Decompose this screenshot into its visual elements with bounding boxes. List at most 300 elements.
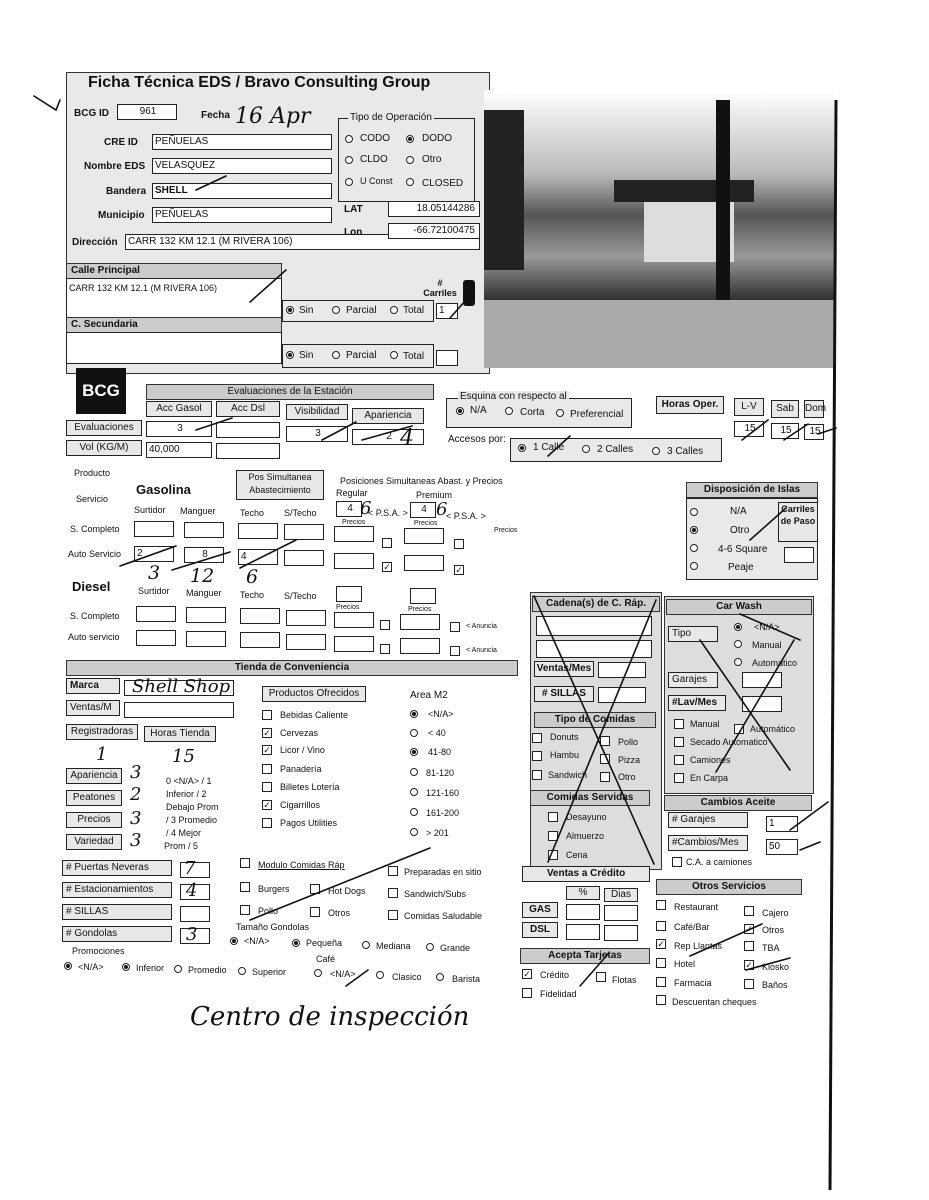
otro-comida-check[interactable] xyxy=(600,772,610,782)
gas-sc-techo[interactable] xyxy=(238,523,278,539)
cheques-label: Descuentan cheques xyxy=(672,997,757,1007)
credito-gas-pct[interactable] xyxy=(566,904,600,920)
sillas-field[interactable] xyxy=(598,687,646,703)
horas-oper-label: Horas Oper. xyxy=(656,396,724,414)
cre-id-field[interactable]: PEÑUELAS xyxy=(152,134,332,150)
almuerzo-label: Almuerzo xyxy=(566,831,605,841)
secundaria-total-label: Total xyxy=(403,351,425,362)
gas-techo-label: Techo xyxy=(240,508,265,518)
gondolas-hand: 3 xyxy=(186,924,198,945)
calle-principal-field[interactable] xyxy=(66,278,282,320)
kiosko-label: Kiosko xyxy=(762,962,790,972)
cervezas-label: Cervezas xyxy=(280,728,319,738)
desayuno-check[interactable] xyxy=(548,812,558,822)
radio-cafe-na[interactable] xyxy=(314,969,322,977)
cw-carpa-check[interactable] xyxy=(674,773,684,783)
cambios-camiones-label: C.A. a camiones xyxy=(686,857,753,867)
ventas-mes-label: Ventas/Mes xyxy=(534,661,594,677)
credito-dsl-pct[interactable] xyxy=(566,924,600,940)
col-apariencia: Apariencia xyxy=(352,408,424,424)
cw-auto-label: Automatico xyxy=(752,658,798,668)
dsl-sc-techo[interactable] xyxy=(240,608,280,624)
gas-as-surtidor[interactable]: 2 xyxy=(134,546,174,562)
cambios-garajes-label: # Garajes xyxy=(668,812,748,828)
disp-square-label: 4-6 Square xyxy=(718,544,768,555)
carwash-title: Car Wash xyxy=(666,599,812,615)
premium-hand-6: 6 xyxy=(436,499,448,520)
cambios-title: Cambios Aceite xyxy=(664,795,812,811)
closed-label: CLOSED xyxy=(422,178,464,189)
radio-area-6[interactable] xyxy=(410,828,418,836)
estac-hand: 4 xyxy=(186,880,198,901)
radio-disp-otro[interactable] xyxy=(690,526,698,534)
horas-tienda-hand: 15 xyxy=(172,746,195,767)
eval-acc-dsl[interactable] xyxy=(216,422,280,438)
pagos-check[interactable] xyxy=(262,818,272,828)
precios-rating: 3 xyxy=(130,808,142,829)
cre-id-label: CRE ID xyxy=(104,137,138,148)
hotdogs-label: Hot Dogs xyxy=(328,886,366,896)
marca-handwritten: Shell Shop xyxy=(132,676,231,697)
radio-closed[interactable] xyxy=(406,178,414,186)
otro-comida-label: Otro xyxy=(618,772,636,782)
burgers-check[interactable] xyxy=(240,882,250,892)
gas-as-stecho[interactable] xyxy=(284,550,324,566)
cw-manual-check[interactable] xyxy=(674,719,684,729)
accesos-2-label: 2 Calles xyxy=(597,444,634,455)
gondolas-label: # Gondolas xyxy=(62,926,172,942)
preparadas-check[interactable] xyxy=(388,866,398,876)
apariencia-handwritten: 4 xyxy=(400,426,414,451)
restaurant-check[interactable] xyxy=(656,900,666,910)
radio-cldo[interactable] xyxy=(345,156,353,164)
gas-hand-techo: 6 xyxy=(246,566,259,588)
eval-visibilidad[interactable]: 3 xyxy=(286,426,348,442)
gas-sc-premium[interactable] xyxy=(404,528,444,544)
form-title: Ficha Técnica EDS / Bravo Consulting Group xyxy=(88,74,431,91)
modulo-label: Modulo Comidas Ráp xyxy=(258,860,345,870)
radio-area-1[interactable] xyxy=(410,729,418,737)
precios-reg-label: Precios xyxy=(342,519,366,526)
registradoras-label: Registradoras xyxy=(66,724,138,740)
area-5-label: 161-200 xyxy=(426,808,460,818)
radio-codo[interactable] xyxy=(345,135,353,143)
cambios-garajes-field[interactable]: 1 xyxy=(766,816,798,832)
repllantas-check[interactable]: ✓ xyxy=(657,939,665,949)
bebidas-check[interactable] xyxy=(262,710,272,720)
precios-prem-label: Precios xyxy=(414,520,438,527)
horas-lv-field[interactable]: 15 xyxy=(734,421,764,437)
credito-dias-header: Dias xyxy=(604,888,638,902)
horas-dom-header: Dom xyxy=(804,400,824,418)
radio-dodo[interactable] xyxy=(406,135,414,143)
gas-surtidor-label: Surtidor xyxy=(134,505,166,515)
credito-gas-dias[interactable] xyxy=(604,905,638,921)
ventas-mes-field[interactable] xyxy=(598,662,646,678)
col-visibilidad: Visibilidad xyxy=(286,404,348,420)
radio-esquina-na[interactable] xyxy=(456,407,464,415)
donuts-check[interactable] xyxy=(532,733,542,743)
carriles-label: # Carriles xyxy=(423,278,457,298)
photo-road xyxy=(484,300,834,368)
licor-label: Licor / Vino xyxy=(280,745,325,755)
radio-area-0[interactable] xyxy=(410,710,418,718)
cw-manual-check-label: Manual xyxy=(690,719,720,729)
radio-principal-parcial[interactable] xyxy=(332,306,340,314)
pen-mark-arrow xyxy=(34,96,60,110)
billetes-label: Billetes Lotería xyxy=(280,782,340,792)
radio-area-2[interactable] xyxy=(410,748,418,756)
dsl-as-stecho[interactable] xyxy=(286,634,326,650)
radio-tamano-na[interactable] xyxy=(230,937,238,945)
radio-esquina-corta[interactable] xyxy=(505,407,513,415)
tamano-pequena-label: Pequeña xyxy=(306,938,343,948)
hotel-label: Hotel xyxy=(674,959,696,969)
gas-sc-regular[interactable] xyxy=(334,526,374,542)
dsl-as-techo[interactable] xyxy=(240,632,280,648)
cambios-mes-field[interactable]: 50 xyxy=(766,839,798,855)
panaderia-check[interactable] xyxy=(262,764,272,774)
credito-card-check[interactable]: ✓ xyxy=(523,969,531,979)
promociones-label: Promociones xyxy=(72,946,125,956)
photo-trees xyxy=(484,110,524,270)
lon-field[interactable]: -66.72100475 xyxy=(388,223,480,239)
radio-cafe-barista[interactable] xyxy=(436,973,444,981)
horas-sab-field[interactable]: 15 xyxy=(771,423,799,439)
pizza-label: Pizza xyxy=(618,755,641,765)
cafe-barista-label: Barista xyxy=(452,974,481,984)
dsl-sc-regular-check[interactable] xyxy=(380,620,390,630)
billetes-check[interactable] xyxy=(262,782,272,792)
cw-manual-label: Manual xyxy=(752,640,782,650)
dsl-pos-field[interactable] xyxy=(336,586,362,602)
dsl-precios-1: Precios xyxy=(336,604,360,611)
radio-promo-na[interactable] xyxy=(64,962,72,970)
rating-legend-4: / 4 Mejor xyxy=(166,828,202,838)
dsl-as-premium[interactable] xyxy=(400,638,440,654)
precios-right-label: Precios xyxy=(494,527,518,534)
licor-check[interactable]: ✓ xyxy=(263,745,271,755)
premium-pos-field[interactable]: 4 xyxy=(410,502,436,518)
esquina-corta-label: Corta xyxy=(520,407,545,418)
footer-handwritten-note: Centro de inspección xyxy=(190,1002,470,1032)
calle-secundaria-header: C. Secundaria xyxy=(66,317,282,333)
bcg-id-label: BCG ID xyxy=(74,108,109,119)
esquina-na-label: N/A xyxy=(470,405,487,416)
saludable-label: Comidas Saludable xyxy=(404,911,483,921)
kiosko-check[interactable]: ✓ xyxy=(745,960,753,970)
dsl-sc-premium-check[interactable] xyxy=(450,622,460,632)
cadenas-title: Cadena(s) de C. Ráp. xyxy=(532,596,660,612)
variedad-label: Variedad xyxy=(66,834,122,850)
cigarrillos-label: Cigarrillos xyxy=(280,800,321,810)
radio-secundaria-parcial[interactable] xyxy=(332,351,340,359)
carriles-paso-field[interactable] xyxy=(784,547,814,563)
sillas-label: # SILLAS xyxy=(534,686,594,702)
radio-disp-square[interactable] xyxy=(690,544,698,552)
radio-accesos-1[interactable] xyxy=(518,444,526,452)
direccion-label: Dirección xyxy=(72,237,118,248)
carriles-secundaria-field[interactable] xyxy=(436,350,458,366)
nombre-field[interactable]: VELASQUEZ xyxy=(152,158,332,174)
cw-automatico-check[interactable] xyxy=(734,724,744,734)
auto-servicio-label: Auto Servicio xyxy=(68,549,122,559)
gas-sc-stecho[interactable] xyxy=(284,524,324,540)
dsl-sc-stecho[interactable] xyxy=(286,610,326,626)
radio-esquina-preferencial[interactable] xyxy=(556,409,564,417)
sandwich-subs-label: Sandwich/Subs xyxy=(404,889,467,899)
promo-na-label: <N/A> xyxy=(78,962,104,972)
rating-legend-3: / 3 Promedio xyxy=(166,815,218,825)
servicio-label: Servicio xyxy=(76,494,109,504)
radio-promo-inferior[interactable] xyxy=(122,963,130,971)
gas-sc-manguer[interactable] xyxy=(184,522,224,538)
radio-principal-sin[interactable] xyxy=(286,306,294,314)
bandera-field[interactable]: SHELL xyxy=(152,183,332,199)
photo-canopy xyxy=(614,180,754,202)
volumen-extra-1[interactable] xyxy=(216,443,280,459)
radio-cw-manual[interactable] xyxy=(734,640,742,648)
dsl-sc-regular[interactable] xyxy=(334,612,374,628)
sandwich-check[interactable] xyxy=(532,770,542,780)
uconst-label: U Const xyxy=(360,176,393,186)
cambios-camiones-check[interactable] xyxy=(672,857,682,867)
dsl-pos-field-2[interactable] xyxy=(410,588,436,604)
carriles-field[interactable]: 1 xyxy=(436,303,458,319)
regular-pos-field[interactable]: 4 xyxy=(336,501,362,517)
otros-serv-check[interactable]: ✓ xyxy=(745,924,753,934)
pizza-check[interactable] xyxy=(600,754,610,764)
cena-check[interactable] xyxy=(548,850,558,860)
calle-principal-value: CARR 132 KM 12.1 (M RIVERA 106) xyxy=(69,283,218,293)
cw-secado-check[interactable] xyxy=(674,737,684,747)
horas-lv-header: L-V xyxy=(734,398,764,416)
bcg-id-field[interactable]: 961 xyxy=(117,104,177,120)
radio-accesos-3[interactable] xyxy=(652,447,660,455)
dsl-as-regular-check[interactable] xyxy=(380,644,390,654)
radio-tamano-grande[interactable] xyxy=(426,943,434,951)
dsl-as-premium-check[interactable] xyxy=(450,646,460,656)
accesos-1-label: 1 Calle xyxy=(533,442,565,453)
dsl-sc-manguer[interactable] xyxy=(186,607,226,623)
dsl-manguer-label: Manguer xyxy=(186,588,222,598)
credito-dsl-dias[interactable] xyxy=(604,925,638,941)
dsl-sc-surtidor[interactable] xyxy=(136,606,176,622)
cafebar-check[interactable] xyxy=(656,921,666,931)
cadenas-field-2[interactable] xyxy=(536,640,652,658)
repllantas-label: Rep Llantas xyxy=(674,941,723,951)
radio-otro[interactable] xyxy=(406,156,414,164)
estac-label: # Estacionamientos xyxy=(62,882,172,898)
variedad-rating: 3 xyxy=(130,830,142,851)
lat-field[interactable]: 18.05144286 xyxy=(388,201,480,217)
registradoras-hand: 1 xyxy=(96,744,108,765)
traffic-light-icon xyxy=(463,280,475,306)
gas-as-manguer[interactable]: 8 xyxy=(184,547,224,563)
puertas-label: # Puertas Neveras xyxy=(62,860,172,876)
ventas-m-field[interactable] xyxy=(124,702,234,718)
radio-promo-superior[interactable] xyxy=(238,967,246,975)
credito-card-label: Crédito xyxy=(540,970,570,980)
cw-garajes-field[interactable] xyxy=(742,672,782,688)
flotas-check[interactable] xyxy=(596,972,606,982)
otro-label: Otro xyxy=(422,154,442,165)
gasolina-label: Gasolina xyxy=(136,482,191,497)
cw-secado-label: Secado Automatico xyxy=(690,737,768,747)
cheques-check[interactable] xyxy=(656,995,666,1005)
cervezas-check[interactable]: ✓ xyxy=(263,728,271,738)
pollo-tienda-check[interactable] xyxy=(240,905,250,915)
radio-cw-auto[interactable] xyxy=(734,658,742,666)
cajero-label: Cajero xyxy=(762,908,789,918)
sandwich-subs-check[interactable] xyxy=(388,888,398,898)
tienda-title: Tienda de Conveniencia xyxy=(66,660,518,676)
area-4-label: 121-160 xyxy=(426,788,460,798)
radio-secundaria-sin[interactable] xyxy=(286,351,294,359)
tipo-comidas-title: Tipo de Comidas xyxy=(534,712,656,728)
carwash-tipo-label: Tipo xyxy=(668,626,718,642)
gas-as-premium-check[interactable]: ✓ xyxy=(455,565,463,575)
nombre-label: Nombre EDS xyxy=(84,161,146,172)
gas-as-techo[interactable]: 4 xyxy=(238,549,278,565)
horas-dom-field[interactable]: 15 xyxy=(804,424,824,440)
hambu-check[interactable] xyxy=(532,751,542,761)
modulo-check[interactable] xyxy=(240,858,250,868)
otros-tienda-check[interactable] xyxy=(310,907,320,917)
radio-uconst[interactable] xyxy=(345,178,353,186)
disp-otro-label: Otro xyxy=(730,525,750,536)
pen-mark-cambios-2 xyxy=(800,842,820,850)
posiciones-title: Posiciones Simultaneas Abast. y Precios xyxy=(340,476,503,486)
precios-label: Precios xyxy=(66,812,122,828)
radio-area-5[interactable] xyxy=(410,808,418,816)
promo-promedio-label: Promedio xyxy=(188,965,227,975)
radio-area-4[interactable] xyxy=(410,788,418,796)
cigarrillos-check[interactable]: ✓ xyxy=(263,800,271,810)
area-2-label: 41-80 xyxy=(428,747,452,757)
cafe-label: Café xyxy=(316,954,336,964)
radio-tamano-pequena[interactable] xyxy=(292,939,300,947)
area-title: Area M2 xyxy=(410,690,448,701)
radio-disp-peaje[interactable] xyxy=(690,562,698,570)
radio-area-3[interactable] xyxy=(410,768,418,776)
restaurant-label: Restaurant xyxy=(674,902,719,912)
hotel-check[interactable] xyxy=(656,958,666,968)
horas-tienda-label: Horas Tienda xyxy=(144,726,216,742)
radio-tamano-mediana[interactable] xyxy=(362,941,370,949)
direccion-field[interactable]: CARR 132 KM 12.1 (M RIVERA 106) xyxy=(125,234,480,250)
radio-cafe-clasico[interactable] xyxy=(376,971,384,979)
almuerzo-check[interactable] xyxy=(548,831,558,841)
hotdogs-check[interactable] xyxy=(310,884,320,894)
cadenas-field-1[interactable] xyxy=(536,616,652,636)
calle-secundaria-field[interactable] xyxy=(66,332,282,364)
apariencia-rating: 3 xyxy=(130,762,142,783)
gas-sc-surtidor[interactable] xyxy=(134,521,174,537)
dsl-surtidor-label: Surtidor xyxy=(138,586,170,596)
apariencia-label: Apariencia xyxy=(66,768,122,784)
fidelidad-check[interactable] xyxy=(522,988,532,998)
lat-label: LAT xyxy=(344,204,363,215)
marca-label: Marca xyxy=(66,678,120,694)
dsl-sc-premium[interactable] xyxy=(400,614,440,630)
principal-total-label: Total xyxy=(403,305,425,316)
regular-label: Regular xyxy=(336,488,368,498)
s-completo-label: S. Completo xyxy=(70,524,120,534)
banos-check[interactable] xyxy=(744,979,754,989)
anuncia-label-2: < Anuncia xyxy=(466,647,497,654)
gas-as-regular-anuncia[interactable] xyxy=(382,538,392,548)
producto-label: Producto xyxy=(74,468,111,478)
puertas-hand: 7 xyxy=(184,858,196,879)
evaluaciones-title: Evaluaciones de la Estación xyxy=(146,384,434,400)
promo-inferior-label: Inferior xyxy=(136,963,165,973)
volumen-field[interactable]: 40,000 xyxy=(146,442,212,458)
municipio-field[interactable]: PEÑUELAS xyxy=(152,207,332,223)
principal-parcial-label: Parcial xyxy=(346,305,377,316)
saludable-check[interactable] xyxy=(388,910,398,920)
tarjetas-title: Acepta Tarjetas xyxy=(520,948,650,964)
eval-acc-gasol[interactable]: 3 xyxy=(146,421,212,437)
diesel-label: Diesel xyxy=(72,579,111,594)
credito-gas-label: GAS xyxy=(522,902,558,918)
dsl-as-manguer[interactable] xyxy=(186,631,226,647)
dsl-auto-servicio-label: Auto servicio xyxy=(68,632,120,642)
tamano-na-label: <N/A> xyxy=(244,936,270,946)
cw-garajes-label: Garajes xyxy=(668,672,718,688)
gas-as-regular[interactable] xyxy=(334,553,374,569)
dsl-as-regular[interactable] xyxy=(334,636,374,652)
gas-as-premium-anuncia[interactable] xyxy=(454,539,464,549)
eval-apariencia[interactable]: 2 xyxy=(352,429,424,445)
fecha-handwritten: 16 Apr xyxy=(235,104,311,129)
tamano-label: Tamaño Gondolas xyxy=(236,922,310,932)
cw-camiones-label: Camiones xyxy=(690,755,731,765)
psa-reg-label: < P.S.A. > xyxy=(368,508,408,518)
cw-lav-mes-field[interactable] xyxy=(742,696,782,712)
evaluaciones-row-label: Evaluaciones xyxy=(66,420,142,436)
tipo-operacion-title: Tipo de Operación xyxy=(350,112,432,123)
tba-label: TBA xyxy=(762,943,780,953)
otros-serv-label: Otros xyxy=(762,925,785,935)
radio-promo-promedio[interactable] xyxy=(174,965,182,973)
anuncia-label-1: < Anuncia xyxy=(466,623,497,630)
gas-as-regular-check[interactable]: ✓ xyxy=(383,562,391,572)
preparadas-label: Preparadas en sitio xyxy=(404,867,482,877)
area-3-label: 81-120 xyxy=(426,768,455,778)
tba-check[interactable] xyxy=(744,941,754,951)
principal-sin-label: Sin xyxy=(299,305,314,316)
dsl-as-surtidor[interactable] xyxy=(136,630,176,646)
hambu-label: Hambu xyxy=(550,750,580,760)
cajero-check[interactable] xyxy=(744,906,754,916)
radio-principal-total[interactable] xyxy=(390,306,398,314)
radio-secundaria-total[interactable] xyxy=(390,351,398,359)
tienda-sillas-field[interactable] xyxy=(180,906,210,922)
credito-title: Ventas a Crédito xyxy=(522,866,650,882)
cw-camiones-check[interactable] xyxy=(674,755,684,765)
bebidas-label: Bebidas Caliente xyxy=(280,710,349,720)
pollo-check[interactable] xyxy=(600,736,610,746)
tamano-mediana-label: Mediana xyxy=(376,941,411,951)
carriles-paso-label: Carriles de Paso xyxy=(778,502,818,542)
radio-cw-na[interactable] xyxy=(734,623,742,631)
cw-lav-mes-label: #Lav/Mes xyxy=(668,695,726,711)
farmacia-check[interactable] xyxy=(656,977,666,987)
radio-disp-na[interactable] xyxy=(690,508,698,516)
radio-accesos-2[interactable] xyxy=(582,445,590,453)
gas-as-premium[interactable] xyxy=(404,555,444,571)
